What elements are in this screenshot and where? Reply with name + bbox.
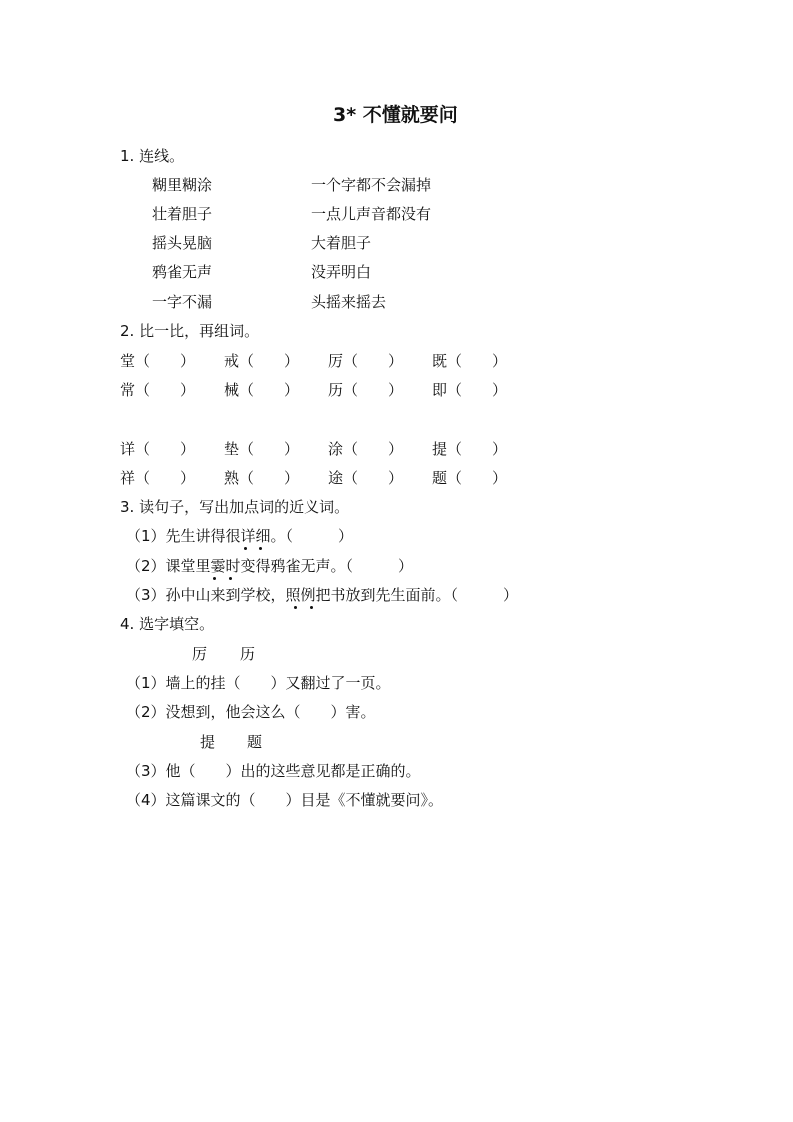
q4-item: （1）墙上的挂（ ）又翻过了一页。 (126, 674, 391, 692)
q2-cell: 途（ ） (328, 469, 404, 487)
q2-cell: 械（ ） (224, 381, 300, 399)
emphasis-dot (310, 606, 313, 609)
q1-heading: 1. 连线。 (120, 147, 185, 165)
q1-right-item: 一点儿声音都没有 (311, 205, 432, 223)
q4-item: （4）这篇课文的（ ）目是《不懂就要问》。 (126, 791, 444, 809)
emphasis-dot (229, 577, 232, 580)
q2-cell: 厉（ ） (328, 352, 404, 370)
q2-cell: 垫（ ） (224, 440, 300, 458)
q4-item: （3）他（ ）出的这些意见都是正确的。 (126, 762, 421, 780)
q4-choice-char: 历 (240, 645, 256, 663)
q2-cell: 常（ ） (120, 381, 196, 399)
q2-cell: 既（ ） (432, 352, 508, 370)
q2-heading: 2. 比一比，再组词。 (120, 322, 260, 340)
q2-cell: 历（ ） (328, 381, 404, 399)
q1-left-item: 壮着胆子 (152, 205, 213, 223)
q4-choice-char: 厉 (192, 645, 208, 663)
q4-item: （2）没想到，他会这么（ ）害。 (126, 703, 376, 721)
q1-right-item: 头摇来摇去 (311, 293, 387, 311)
q2-cell: 详（ ） (120, 440, 196, 458)
q1-left-item: 鸦雀无声 (152, 263, 213, 281)
emphasis-dot (259, 547, 262, 550)
q2-cell: 戒（ ） (224, 352, 300, 370)
q2-cell: 堂（ ） (120, 352, 196, 370)
q1-left-item: 一字不漏 (152, 293, 213, 311)
q1-right-item: 大着胆子 (311, 234, 372, 252)
q2-cell: 即（ ） (432, 381, 508, 399)
q1-left-item: 摇头晃脑 (152, 234, 213, 252)
q2-cell: 题（ ） (432, 469, 508, 487)
q1-right-item: 没弄明白 (311, 263, 372, 281)
q3-item: （3）孙中山来到学校，照例把书放到先生面前。（ ） (126, 586, 519, 604)
q1-left-item: 糊里糊涂 (152, 176, 213, 194)
emphasis-dot (294, 606, 297, 609)
q4-choice-char: 提 (200, 733, 216, 751)
q3-item: （1）先生讲得很详细。（ ） (126, 527, 354, 545)
q2-cell: 祥（ ） (120, 469, 196, 487)
q1-right-item: 一个字都不会漏掉 (311, 176, 432, 194)
q4-heading: 4. 选字填空。 (120, 615, 215, 633)
emphasis-dot (244, 547, 247, 550)
emphasis-dot (213, 577, 216, 580)
q2-cell: 涂（ ） (328, 440, 404, 458)
q2-cell: 熟（ ） (224, 469, 300, 487)
page-title: 3* 不懂就要问 (333, 104, 458, 126)
q4-choice-char: 题 (247, 733, 263, 751)
q2-cell: 提（ ） (432, 440, 508, 458)
q3-heading: 3. 读句子，写出加点词的近义词。 (120, 498, 350, 516)
q3-item: （2）课堂里霎时变得鸦雀无声。（ ） (126, 557, 414, 575)
